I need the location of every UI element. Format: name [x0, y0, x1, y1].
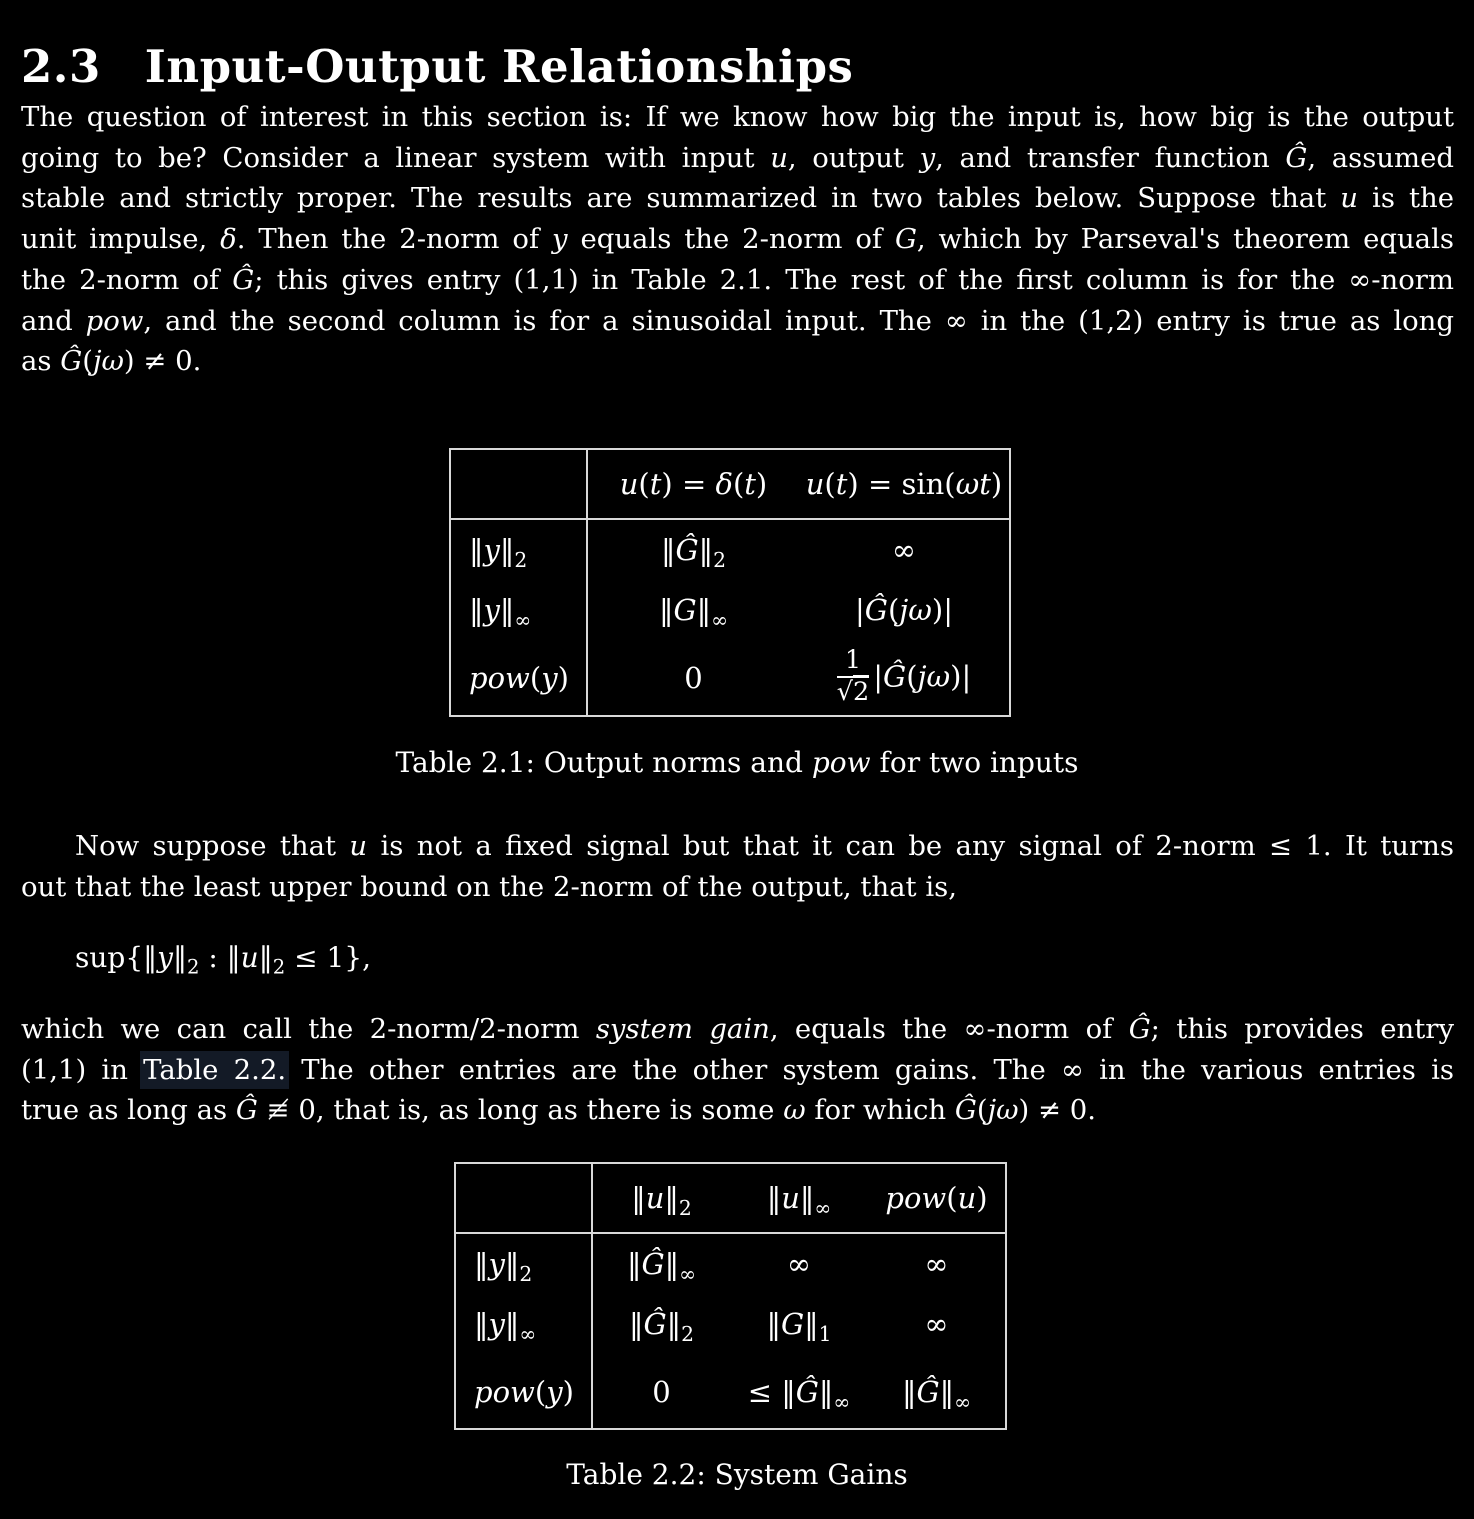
- table-2-1-cell: $‖G‖_\infty$: [658, 593, 729, 632]
- section-number: 2.3: [21, 40, 101, 94]
- table-2-2-col-header: $‖u‖_2$: [592, 1163, 730, 1233]
- paragraph-line: the 2-norm of Ĝ; this gives entry (1,1) in Table 2.1. The rest of the first column is for the ∞-norm: [21, 263, 1454, 296]
- table-2-1-cell: |Ĝ(jω)|: [854, 593, 953, 627]
- table-2-2-cell: $‖Ĝ‖_2$: [628, 1307, 695, 1346]
- table-2-2-col-header: pow(u): [868, 1163, 1006, 1233]
- table-row: [450, 579, 1010, 641]
- table-2-2-cell: ∞: [924, 1246, 949, 1281]
- table-2-1-output-norms: [449, 448, 1011, 717]
- table-2-2-link[interactable]: Table 2.2.: [143, 1053, 287, 1086]
- table-2-1-corner-cell: [450, 449, 587, 519]
- table-2-2-system-gains: [454, 1162, 1007, 1430]
- table-2-2-col-header: $‖u‖_\infty$: [730, 1163, 868, 1233]
- table-2-1-col-header: u(t) = δ(t): [587, 449, 799, 519]
- table-2-2-caption: Table 2.2: System Gains: [566, 1458, 908, 1491]
- table-2-2-row-label: $‖y‖_\infty$: [455, 1293, 592, 1355]
- table-2-1-cell: $\frac{1}{√2}$ |Ĝ(jω)|: [836, 644, 972, 707]
- paragraph-line: The question of interest in this section is: If we know how big the input is, how big is the output: [21, 101, 1454, 133]
- display-equation: $sup\{‖y‖_2$ : $‖u‖_2 \le 1$},: [75, 941, 371, 979]
- paragraph-1: [21, 97, 1454, 382]
- paragraph-line: stable and strictly proper. The results are summarized in two tables below. Suppose that u is the: [21, 182, 1454, 215]
- paragraph-line: and pow, and the second column is for a sinusoidal input. The ∞ in the (1,2) entry is true as long: [21, 304, 1455, 337]
- table-2-1-row-label: $‖y‖_\infty$: [450, 579, 587, 641]
- table-2-1-cell: 0: [684, 661, 703, 695]
- table-2-2-row-label: $‖y‖_2$: [455, 1233, 592, 1293]
- table-2-2-cell: ≤ $‖Ĝ‖_\infty$: [747, 1374, 851, 1414]
- table-2-2-row-label: pow(y): [455, 1355, 592, 1429]
- table-2-2-cell: $‖G‖_1$: [766, 1307, 832, 1346]
- paragraph-line: true as long as Ĝ ≢ 0, that is, as long as there is some ω for which Ĝ(jω) ≠ 0.: [21, 1094, 1097, 1127]
- fraction-one-over-sqrt-two: $\frac{1}{√2}$: [836, 644, 870, 707]
- table-2-1-caption: Table 2.1: Output norms and pow for two inputs: [395, 746, 1079, 779]
- table-2-1-row-label: pow(y): [450, 641, 587, 716]
- table-2-2-cell: ∞: [924, 1307, 949, 1341]
- table-row: [450, 519, 1010, 579]
- paragraph-line: unit impulse, δ. Then the 2-norm of y equals the 2-norm of G, which by Parseval's theorem equals: [21, 223, 1454, 256]
- table-2-2-cell: ∞: [786, 1246, 812, 1281]
- table-2-2-corner-cell: [455, 1163, 592, 1233]
- table-row: [450, 641, 1010, 716]
- table-2-1-col-header: u(t) = sin(ωt): [799, 449, 1010, 519]
- table-2-1-cell: $‖Ĝ‖_2$: [660, 532, 727, 572]
- section-title: Input-Output Relationships: [144, 40, 854, 94]
- table-row: [455, 1233, 1006, 1293]
- paragraph-line: as Ĝ(jω) ≠ 0.: [21, 345, 202, 378]
- paragraph-line: which we can call the 2-norm/2-norm system gain, equals the ∞-norm of Ĝ; this provides entry: [21, 1013, 1454, 1045]
- table-2-2-cell: $‖Ĝ‖_\infty$: [901, 1374, 972, 1414]
- table-row: [455, 1355, 1006, 1429]
- paragraph-line: (1,1) in Table 2.2. The other entries are the other system gains. The ∞ in the various entries is: [21, 1053, 1454, 1086]
- paragraph-line: out that the least upper bound on the 2-norm of the output, that is,: [21, 870, 957, 903]
- table-2-1-row-label: $‖y‖_2$: [450, 519, 587, 579]
- table-2-2-cell: $‖Ĝ‖_\infty$: [626, 1246, 697, 1286]
- paragraph-line: Now suppose that u is not a fixed signal but that it can be any signal of 2-norm ≤ 1. It turns: [75, 830, 1454, 862]
- table-2-1-cell: ∞: [891, 532, 917, 567]
- table-row: [455, 1293, 1006, 1355]
- section-heading: [21, 40, 1451, 94]
- paragraph-line: going to be? Consider a linear system with input u, output y, and transfer function Ĝ, assumed: [21, 141, 1454, 174]
- paragraph-3: [21, 1009, 1454, 1131]
- paragraph-2: [21, 826, 1454, 907]
- table-2-2-cell: 0: [652, 1374, 671, 1409]
